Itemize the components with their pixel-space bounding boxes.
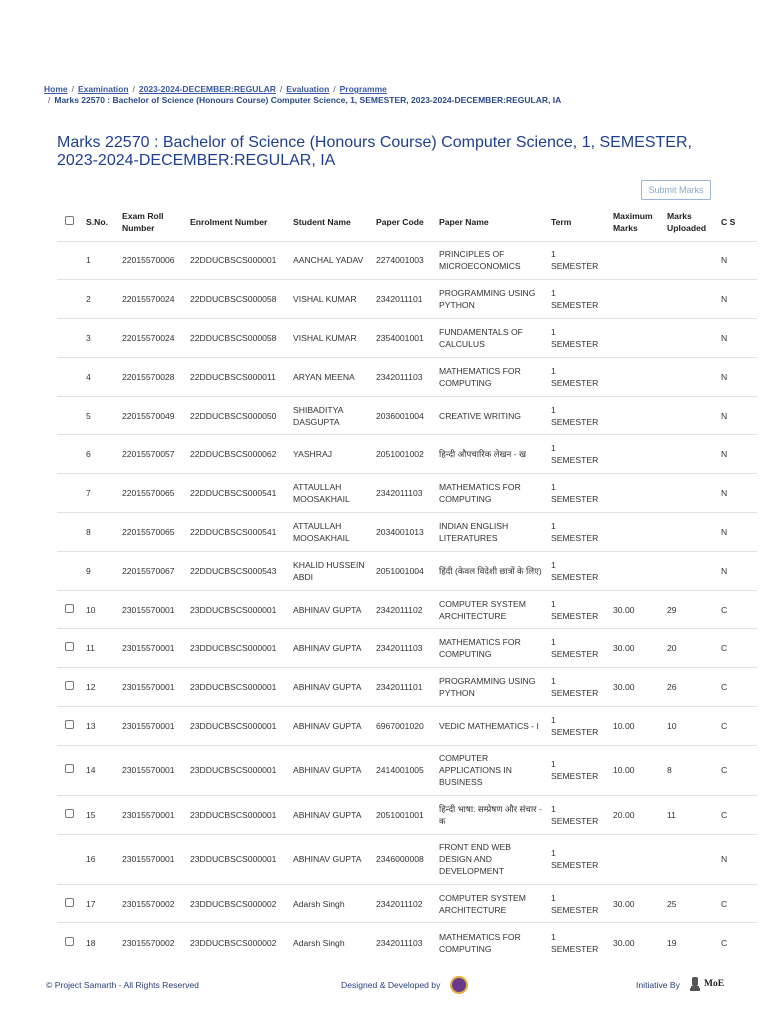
table-row bbox=[57, 707, 757, 746]
row-status: N bbox=[717, 280, 757, 319]
header-term: Term bbox=[551, 216, 572, 227]
table-row bbox=[57, 923, 757, 962]
row-exam-roll: 23015570001 bbox=[118, 629, 186, 668]
footer-initiative-by: Initiative By bbox=[636, 980, 680, 990]
row-select-cell bbox=[57, 668, 82, 707]
row-paper-code: 2342011101 bbox=[372, 280, 435, 319]
row-maximum-marks: 10.00 bbox=[609, 745, 663, 795]
row-paper-code: 2051001002 bbox=[372, 435, 435, 474]
row-sno: 9 bbox=[82, 551, 118, 590]
row-maximum-marks bbox=[609, 357, 663, 396]
row-exam-roll: 23015570002 bbox=[118, 923, 186, 962]
row-sno: 16 bbox=[82, 834, 118, 884]
row-maximum-marks bbox=[609, 396, 663, 435]
row-select-checkbox[interactable] bbox=[65, 681, 74, 690]
row-enrolment: 23DDUCBSCS000001 bbox=[186, 707, 289, 746]
breadcrumb-evaluation[interactable]: Evaluation bbox=[286, 84, 330, 94]
table-row bbox=[57, 435, 757, 474]
row-exam-roll: 22015570057 bbox=[118, 435, 186, 474]
row-paper-code: 6967001020 bbox=[372, 707, 435, 746]
row-paper-code: 2034001013 bbox=[372, 513, 435, 552]
row-sno: 1 bbox=[82, 241, 118, 280]
row-status: N bbox=[717, 834, 757, 884]
table-row bbox=[57, 474, 757, 513]
row-select-cell bbox=[57, 396, 82, 435]
row-sno: 6 bbox=[82, 435, 118, 474]
row-marks-uploaded: 26 bbox=[663, 668, 717, 707]
row-student-name: ATTAULLAH MOOSAKHAIL bbox=[289, 474, 372, 513]
samarth-logo-icon[interactable] bbox=[450, 976, 468, 994]
header-status: C S bbox=[721, 216, 736, 227]
row-paper-code: 2274001003 bbox=[372, 241, 435, 280]
row-maximum-marks bbox=[609, 474, 663, 513]
breadcrumb-separator: / bbox=[279, 84, 283, 94]
header-maximum-marks: Maximum Marks bbox=[613, 210, 653, 233]
row-select-cell bbox=[57, 474, 82, 513]
row-maximum-marks bbox=[609, 280, 663, 319]
table-row bbox=[57, 551, 757, 590]
row-status: C bbox=[717, 629, 757, 668]
breadcrumb-current: Marks 22570 : Bachelor of Science (Honours Course) Computer Science, 1, SEMESTER, 2023-2024-DECEMBER:REGULAR, IA bbox=[54, 95, 562, 105]
row-exam-roll: 23015570001 bbox=[118, 795, 186, 834]
row-term: 1 SEMESTER bbox=[547, 396, 609, 435]
row-enrolment: 22DDUCBSCS000050 bbox=[186, 396, 289, 435]
row-maximum-marks: 30.00 bbox=[609, 884, 663, 923]
breadcrumb-session[interactable]: 2023-2024-DECEMBER:REGULAR bbox=[138, 84, 276, 94]
submit-marks-button[interactable]: Submit Marks bbox=[641, 180, 711, 200]
marks-table-container[interactable] bbox=[57, 203, 736, 963]
row-marks-uploaded: 8 bbox=[663, 745, 717, 795]
row-paper-code: 2342011103 bbox=[372, 357, 435, 396]
row-select-checkbox[interactable] bbox=[65, 937, 74, 946]
row-student-name: ABHINAV GUPTA bbox=[289, 707, 372, 746]
row-term: 1 SEMESTER bbox=[547, 745, 609, 795]
row-status: N bbox=[717, 241, 757, 280]
row-exam-roll: 23015570001 bbox=[118, 590, 186, 629]
row-enrolment: 22DDUCBSCS000541 bbox=[186, 513, 289, 552]
row-sno: 14 bbox=[82, 745, 118, 795]
row-paper-code: 2414001005 bbox=[372, 745, 435, 795]
row-enrolment: 22DDUCBSCS000001 bbox=[186, 241, 289, 280]
row-marks-uploaded bbox=[663, 435, 717, 474]
row-status: C bbox=[717, 923, 757, 962]
row-enrolment: 22DDUCBSCS000058 bbox=[186, 280, 289, 319]
row-exam-roll: 23015570002 bbox=[118, 884, 186, 923]
row-sno: 5 bbox=[82, 396, 118, 435]
row-paper-name: COMPUTER APPLICATIONS IN BUSINESS bbox=[435, 745, 547, 795]
row-select-checkbox[interactable] bbox=[65, 642, 74, 651]
row-exam-roll: 23015570001 bbox=[118, 668, 186, 707]
row-marks-uploaded bbox=[663, 551, 717, 590]
table-row bbox=[57, 590, 757, 629]
select-all-checkbox[interactable] bbox=[65, 216, 74, 225]
row-paper-code: 2051001001 bbox=[372, 795, 435, 834]
row-select-checkbox[interactable] bbox=[65, 720, 74, 729]
row-paper-name: MATHEMATICS FOR COMPUTING bbox=[435, 357, 547, 396]
row-exam-roll: 22015570067 bbox=[118, 551, 186, 590]
row-select-cell bbox=[57, 795, 82, 834]
row-marks-uploaded bbox=[663, 396, 717, 435]
breadcrumb-separator: / bbox=[48, 95, 51, 105]
table-body bbox=[57, 241, 757, 962]
row-student-name: YASHRAJ bbox=[289, 435, 372, 474]
row-enrolment: 22DDUCBSCS000062 bbox=[186, 435, 289, 474]
row-paper-name: हिन्दी औपचारिक लेखन - ख bbox=[435, 435, 547, 474]
row-paper-code: 2051001004 bbox=[372, 551, 435, 590]
row-status: C bbox=[717, 745, 757, 795]
row-paper-code: 2036001004 bbox=[372, 396, 435, 435]
row-sno: 2 bbox=[82, 280, 118, 319]
header-enrolment: Enrolment Number bbox=[190, 216, 268, 227]
row-marks-uploaded bbox=[663, 319, 717, 358]
row-term: 1 SEMESTER bbox=[547, 834, 609, 884]
row-sno: 11 bbox=[82, 629, 118, 668]
row-marks-uploaded: 10 bbox=[663, 707, 717, 746]
row-select-cell bbox=[57, 551, 82, 590]
row-exam-roll: 23015570001 bbox=[118, 707, 186, 746]
row-select-cell bbox=[57, 629, 82, 668]
table-row bbox=[57, 834, 757, 884]
row-marks-uploaded: 19 bbox=[663, 923, 717, 962]
row-term: 1 SEMESTER bbox=[547, 357, 609, 396]
row-marks-uploaded bbox=[663, 280, 717, 319]
row-status: N bbox=[717, 319, 757, 358]
row-term: 1 SEMESTER bbox=[547, 590, 609, 629]
row-select-checkbox[interactable] bbox=[65, 764, 74, 773]
row-term: 1 SEMESTER bbox=[547, 668, 609, 707]
row-paper-code: 2342011103 bbox=[372, 923, 435, 962]
row-marks-uploaded: 25 bbox=[663, 884, 717, 923]
row-student-name: AANCHAL YADAV bbox=[289, 241, 372, 280]
table-row bbox=[57, 513, 757, 552]
row-exam-roll: 22015570028 bbox=[118, 357, 186, 396]
row-paper-code: 2346000008 bbox=[372, 834, 435, 884]
row-select-cell bbox=[57, 745, 82, 795]
header-paper-code: Paper Code bbox=[376, 216, 424, 227]
row-paper-name: MATHEMATICS FOR COMPUTING bbox=[435, 923, 547, 962]
row-exam-roll: 22015570006 bbox=[118, 241, 186, 280]
row-select-cell bbox=[57, 280, 82, 319]
row-enrolment: 23DDUCBSCS000002 bbox=[186, 884, 289, 923]
row-select-cell bbox=[57, 707, 82, 746]
row-status: C bbox=[717, 707, 757, 746]
row-maximum-marks: 30.00 bbox=[609, 668, 663, 707]
row-paper-name: PROGRAMMING USING PYTHON bbox=[435, 280, 547, 319]
table-row bbox=[57, 629, 757, 668]
row-term: 1 SEMESTER bbox=[547, 513, 609, 552]
row-paper-name: FRONT END WEB DESIGN AND DEVELOPMENT bbox=[435, 834, 547, 884]
breadcrumb bbox=[44, 84, 744, 106]
row-marks-uploaded: 11 bbox=[663, 795, 717, 834]
footer-designed-by: Designed & Developed by bbox=[341, 980, 441, 990]
row-term: 1 SEMESTER bbox=[547, 884, 609, 923]
row-enrolment: 23DDUCBSCS000001 bbox=[186, 795, 289, 834]
row-sno: 3 bbox=[82, 319, 118, 358]
breadcrumb-links bbox=[44, 84, 744, 95]
row-paper-name: MATHEMATICS FOR COMPUTING bbox=[435, 474, 547, 513]
row-select-checkbox[interactable] bbox=[65, 604, 74, 613]
row-exam-roll: 22015570024 bbox=[118, 319, 186, 358]
row-select-cell bbox=[57, 357, 82, 396]
row-student-name: ATTAULLAH MOOSAKHAIL bbox=[289, 513, 372, 552]
table-row bbox=[57, 241, 757, 280]
page-title: Marks 22570 : Bachelor of Science (Honours Course) Computer Science, 1, SEMESTER, 2023-2024-DECEMBER:REGULAR, IA bbox=[57, 134, 692, 169]
select-all-header bbox=[57, 203, 82, 241]
row-enrolment: 23DDUCBSCS000001 bbox=[186, 590, 289, 629]
row-marks-uploaded: 29 bbox=[663, 590, 717, 629]
header-exam-roll: Exam Roll Number bbox=[122, 210, 164, 233]
moe-logo[interactable]: MoE bbox=[704, 979, 725, 989]
row-marks-uploaded bbox=[663, 357, 717, 396]
row-term: 1 SEMESTER bbox=[547, 707, 609, 746]
row-paper-name: हिन्दी भाषा: सम्प्रेषण और संचार - क bbox=[435, 795, 547, 834]
row-status: N bbox=[717, 435, 757, 474]
header-paper-name: Paper Name bbox=[439, 216, 489, 227]
row-marks-uploaded bbox=[663, 474, 717, 513]
row-maximum-marks bbox=[609, 319, 663, 358]
row-paper-name: INDIAN ENGLISH LITERATURES bbox=[435, 513, 547, 552]
row-exam-roll: 23015570001 bbox=[118, 834, 186, 884]
row-sno: 15 bbox=[82, 795, 118, 834]
row-paper-name: PROGRAMMING USING PYTHON bbox=[435, 668, 547, 707]
row-exam-roll: 22015570049 bbox=[118, 396, 186, 435]
row-student-name: ABHINAV GUPTA bbox=[289, 590, 372, 629]
table-row bbox=[57, 319, 757, 358]
row-term: 1 SEMESTER bbox=[547, 280, 609, 319]
breadcrumb-programme[interactable]: Programme bbox=[339, 84, 387, 94]
row-exam-roll: 22015570065 bbox=[118, 474, 186, 513]
row-paper-name: VEDIC MATHEMATICS - I bbox=[435, 707, 547, 746]
row-student-name: ABHINAV GUPTA bbox=[289, 795, 372, 834]
row-paper-name: हिंदी (केवल विदेशी छात्रों के लिए) bbox=[435, 551, 547, 590]
row-student-name: ABHINAV GUPTA bbox=[289, 668, 372, 707]
breadcrumb-separator: / bbox=[71, 84, 74, 94]
row-status: C bbox=[717, 795, 757, 834]
breadcrumb-separator: / bbox=[132, 84, 135, 94]
row-student-name: Adarsh Singh bbox=[289, 884, 372, 923]
row-student-name: SHIBADITYA DASGUPTA bbox=[289, 396, 372, 435]
row-enrolment: 23DDUCBSCS000001 bbox=[186, 629, 289, 668]
row-exam-roll: 22015570024 bbox=[118, 280, 186, 319]
table-row bbox=[57, 357, 757, 396]
row-select-cell bbox=[57, 513, 82, 552]
row-term: 1 SEMESTER bbox=[547, 923, 609, 962]
row-status: N bbox=[717, 357, 757, 396]
table-row bbox=[57, 396, 757, 435]
row-maximum-marks bbox=[609, 834, 663, 884]
row-student-name: VISHAL KUMAR bbox=[289, 319, 372, 358]
row-sno: 17 bbox=[82, 884, 118, 923]
row-sno: 8 bbox=[82, 513, 118, 552]
row-student-name: ABHINAV GUPTA bbox=[289, 745, 372, 795]
row-paper-code: 2342011103 bbox=[372, 474, 435, 513]
row-sno: 4 bbox=[82, 357, 118, 396]
row-term: 1 SEMESTER bbox=[547, 435, 609, 474]
row-status: C bbox=[717, 884, 757, 923]
row-maximum-marks: 30.00 bbox=[609, 923, 663, 962]
row-status: C bbox=[717, 590, 757, 629]
row-student-name: ARYAN MEENA bbox=[289, 357, 372, 396]
header-sno: S.No. bbox=[86, 216, 108, 227]
row-paper-code: 2354001001 bbox=[372, 319, 435, 358]
row-status: N bbox=[717, 474, 757, 513]
row-maximum-marks bbox=[609, 435, 663, 474]
row-select-checkbox[interactable] bbox=[65, 809, 74, 818]
row-term: 1 SEMESTER bbox=[547, 551, 609, 590]
row-status: C bbox=[717, 668, 757, 707]
breadcrumb-current-line bbox=[44, 95, 744, 106]
row-maximum-marks bbox=[609, 241, 663, 280]
table-row bbox=[57, 745, 757, 795]
row-sno: 12 bbox=[82, 668, 118, 707]
row-paper-name: FUNDAMENTALS OF CALCULUS bbox=[435, 319, 547, 358]
row-enrolment: 22DDUCBSCS000058 bbox=[186, 319, 289, 358]
row-paper-code: 2342011102 bbox=[372, 590, 435, 629]
row-enrolment: 22DDUCBSCS000011 bbox=[186, 357, 289, 396]
row-maximum-marks bbox=[609, 551, 663, 590]
row-term: 1 SEMESTER bbox=[547, 629, 609, 668]
table-row bbox=[57, 795, 757, 834]
row-term: 1 SEMESTER bbox=[547, 795, 609, 834]
national-emblem-icon bbox=[689, 976, 701, 992]
marks-table bbox=[57, 203, 757, 962]
row-paper-code: 2342011102 bbox=[372, 884, 435, 923]
breadcrumb-home[interactable]: Home bbox=[44, 84, 68, 94]
row-enrolment: 22DDUCBSCS000543 bbox=[186, 551, 289, 590]
row-student-name: ABHINAV GUPTA bbox=[289, 629, 372, 668]
row-paper-name: COMPUTER SYSTEM ARCHITECTURE bbox=[435, 590, 547, 629]
row-exam-roll: 23015570001 bbox=[118, 745, 186, 795]
row-student-name: Adarsh Singh bbox=[289, 923, 372, 962]
row-maximum-marks: 30.00 bbox=[609, 629, 663, 668]
row-status: N bbox=[717, 513, 757, 552]
row-select-cell bbox=[57, 884, 82, 923]
row-marks-uploaded bbox=[663, 513, 717, 552]
row-enrolment: 23DDUCBSCS000002 bbox=[186, 923, 289, 962]
row-student-name: VISHAL KUMAR bbox=[289, 280, 372, 319]
row-term: 1 SEMESTER bbox=[547, 241, 609, 280]
row-select-cell bbox=[57, 834, 82, 884]
row-maximum-marks bbox=[609, 513, 663, 552]
footer-copyright: © Project Samarth - All Rights Reserved bbox=[46, 980, 199, 990]
row-maximum-marks: 20.00 bbox=[609, 795, 663, 834]
row-term: 1 SEMESTER bbox=[547, 319, 609, 358]
row-student-name: KHALID HUSSEIN ABDI bbox=[289, 551, 372, 590]
table-header-row bbox=[57, 203, 757, 241]
header-marks-uploaded: Marks Uploaded bbox=[667, 210, 707, 233]
row-sno: 10 bbox=[82, 590, 118, 629]
row-select-cell bbox=[57, 319, 82, 358]
row-paper-name: COMPUTER SYSTEM ARCHITECTURE bbox=[435, 884, 547, 923]
row-select-cell bbox=[57, 241, 82, 280]
row-status: N bbox=[717, 551, 757, 590]
header-student-name: Student Name bbox=[293, 216, 351, 227]
row-paper-name: CREATIVE WRITING bbox=[435, 396, 547, 435]
row-select-cell bbox=[57, 435, 82, 474]
row-student-name: ABHINAV GUPTA bbox=[289, 834, 372, 884]
table-row bbox=[57, 280, 757, 319]
row-maximum-marks: 30.00 bbox=[609, 590, 663, 629]
row-select-cell bbox=[57, 590, 82, 629]
table-row bbox=[57, 884, 757, 923]
row-marks-uploaded: 20 bbox=[663, 629, 717, 668]
row-sno: 13 bbox=[82, 707, 118, 746]
table-row bbox=[57, 668, 757, 707]
breadcrumb-separator: / bbox=[333, 84, 336, 94]
row-paper-code: 2342011101 bbox=[372, 668, 435, 707]
row-exam-roll: 22015570065 bbox=[118, 513, 186, 552]
row-enrolment: 23DDUCBSCS000001 bbox=[186, 745, 289, 795]
footer bbox=[0, 975, 768, 995]
row-marks-uploaded bbox=[663, 241, 717, 280]
row-marks-uploaded bbox=[663, 834, 717, 884]
row-select-checkbox[interactable] bbox=[65, 898, 74, 907]
row-sno: 18 bbox=[82, 923, 118, 962]
row-select-cell bbox=[57, 923, 82, 962]
row-paper-code: 2342011103 bbox=[372, 629, 435, 668]
row-term: 1 SEMESTER bbox=[547, 474, 609, 513]
row-paper-name: PRINCIPLES OF MICROECONOMICS bbox=[435, 241, 547, 280]
breadcrumb-examination[interactable]: Examination bbox=[78, 84, 129, 94]
row-paper-name: MATHEMATICS FOR COMPUTING bbox=[435, 629, 547, 668]
row-sno: 7 bbox=[82, 474, 118, 513]
row-enrolment: 23DDUCBSCS000001 bbox=[186, 668, 289, 707]
row-maximum-marks: 10.00 bbox=[609, 707, 663, 746]
row-enrolment: 23DDUCBSCS000001 bbox=[186, 834, 289, 884]
row-status: N bbox=[717, 396, 757, 435]
row-enrolment: 22DDUCBSCS000541 bbox=[186, 474, 289, 513]
